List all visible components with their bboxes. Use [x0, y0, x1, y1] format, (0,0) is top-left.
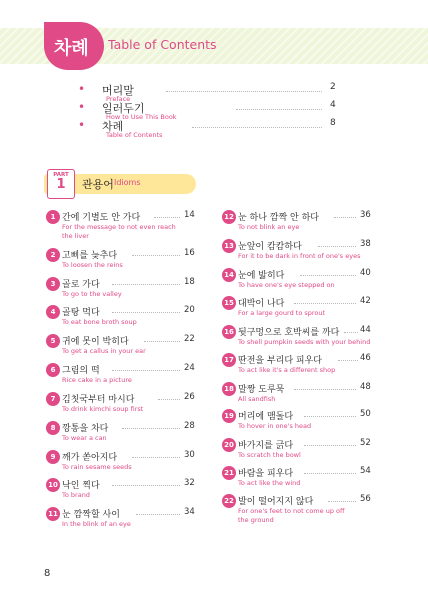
dot-leader: [318, 246, 356, 247]
entry-title-english: To wear a can: [62, 434, 107, 442]
entry-title-korean: 간에 기별도 안 가다: [62, 213, 141, 223]
page-number: 32: [184, 478, 195, 488]
entry-number-badge: 5: [46, 334, 60, 348]
entry-title-english: For one's feet to not come up off the ground: [238, 507, 345, 524]
entry-title-english: To rain sesame seeds: [62, 463, 132, 471]
entry-title-english: In the blink of an eye: [62, 520, 131, 528]
entry-number-badge: 7: [46, 392, 60, 406]
entry-title-korean: 눈 깜짝할 사이: [62, 510, 120, 520]
entry-number-badge: 15: [222, 296, 236, 310]
dot-leader: [112, 312, 180, 313]
entry-title-korean: 머리말: [102, 84, 134, 97]
part-label: [47, 169, 75, 199]
entry-number-badge: 18: [222, 382, 236, 396]
dot-leader: [338, 360, 358, 361]
entry-number-badge: 1: [46, 210, 60, 224]
page-number: 42: [360, 296, 371, 306]
page-number: 40: [360, 268, 371, 278]
page-number: 34: [184, 507, 195, 517]
page-number: 26: [184, 392, 195, 402]
entry-number-badge: 20: [222, 438, 236, 452]
page-number: 18: [184, 277, 195, 287]
entry-title-korean: 눈앞이 캄캄하다: [238, 242, 302, 252]
dot-leader: [158, 399, 180, 400]
entry-title-korean: 낙인 찍다: [62, 481, 100, 491]
entry-title-korean: 바가지를 긁다: [238, 441, 294, 451]
entry-title-korean: 바람을 피우다: [238, 469, 294, 479]
entry-title-english: To loosen the reins: [62, 261, 123, 269]
entry-title-english: For a large gourd to sprout: [238, 309, 326, 317]
entry-title-english: For the message to not even reach the liver: [62, 223, 176, 240]
dot-leader: [294, 389, 356, 390]
entry-title-english: To act like it's a different shop: [238, 366, 336, 374]
page-number: 38: [360, 239, 371, 249]
entry-number-badge: 21: [222, 466, 236, 480]
page-number: 50: [360, 409, 371, 419]
entry-title-korean: 발이 떨어지지 않다: [238, 497, 314, 507]
entry-title-english: To brand: [62, 491, 90, 499]
dot-leader: [192, 127, 322, 128]
page-number: 24: [184, 363, 195, 373]
entry-number-badge: 10: [46, 478, 60, 492]
entry-title-korean: 대박이 나다: [238, 299, 285, 309]
entry-title-english: To have one's eye stepped on: [238, 281, 335, 289]
dot-leader: [328, 501, 356, 502]
dot-leader: [136, 514, 180, 515]
entry-number-badge: 19: [222, 409, 236, 423]
entry-title-korean: 골로 가다: [62, 280, 100, 290]
dot-leader: [294, 303, 356, 304]
entry-title-korean: 골탕 먹다: [62, 308, 100, 318]
page-number: 52: [360, 438, 371, 448]
page-number: 56: [360, 494, 371, 504]
dot-leader: [300, 275, 356, 276]
entry-title-korean: 그림의 떡: [62, 366, 100, 376]
entry-title-english: How to Use This Book: [106, 113, 177, 121]
entry-number-badge: 12: [222, 210, 236, 224]
entry-title-english: Rice cake in a picture: [62, 376, 132, 384]
page-number: 48: [360, 382, 371, 392]
page-number: 44: [360, 325, 371, 335]
entry-title-korean: 딴전을 부리다 피우다: [238, 356, 322, 366]
part-word: PART: [53, 172, 69, 178]
toc-entry-preface[interactable]: [78, 82, 336, 103]
dot-leader: [132, 255, 180, 256]
page-number: 2: [330, 82, 336, 92]
entry-title-english: To hover in one's head: [238, 422, 312, 430]
entry-title-korean: 말짱 도루묵: [238, 385, 285, 395]
dot-leader: [166, 91, 322, 92]
entry-number-badge: 11: [46, 507, 60, 521]
toc-entry-table-of-contents[interactable]: [78, 118, 336, 139]
page-number: 16: [184, 248, 195, 258]
bullet-icon: •: [78, 118, 86, 132]
entry-title-english: To shell pumpkin seeds with your behind: [238, 338, 371, 346]
dot-leader: [112, 370, 180, 371]
entry-title-english: To drink kimchi soup first: [62, 405, 144, 413]
entry-title-korean: 눈에 밟히다: [238, 271, 285, 281]
page-number: 36: [360, 210, 371, 220]
entry-title-korean: 김칫국부터 마시다: [62, 395, 135, 405]
page-number: 22: [184, 334, 195, 344]
page-number: 4: [330, 100, 336, 110]
entry-number-badge: 2: [46, 248, 60, 262]
page-number: 30: [184, 450, 195, 460]
dot-leader: [154, 217, 180, 218]
entry-title-korean: 뒷구멍으로 호박씨를 까다: [238, 328, 340, 338]
dot-leader: [344, 332, 358, 333]
part-title-korean: 관용어: [82, 178, 114, 191]
dot-leader: [236, 109, 322, 110]
part-number: 1: [56, 177, 66, 192]
bullet-icon: •: [78, 100, 86, 114]
entry-title-english: Table of Contents: [106, 131, 163, 139]
entry-title-english: All sandfish: [238, 395, 276, 403]
dot-leader: [304, 416, 356, 417]
dot-leader: [334, 217, 356, 218]
page-title-korean: 차례: [54, 38, 89, 59]
entry-number-badge: 8: [46, 421, 60, 435]
bullet-icon: •: [78, 82, 86, 96]
entry-title-english: For it to be dark in front of one's eyes: [238, 252, 361, 260]
dot-leader: [304, 473, 356, 474]
entry-title-korean: 눈 하나 깜짝 안 하다: [238, 213, 319, 223]
dot-leader: [122, 428, 180, 429]
entry-number-badge: 14: [222, 268, 236, 282]
entry-number-badge: 17: [222, 353, 236, 367]
entry-title-english: To scratch the bowl: [238, 451, 301, 459]
dot-leader: [112, 485, 180, 486]
entry-number-badge: 4: [46, 305, 60, 319]
entry-number-badge: 13: [222, 239, 236, 253]
page-number: 14: [184, 210, 195, 220]
part-title-english: Idioms: [114, 178, 141, 187]
entry-title-korean: 깨가 쏟아지다: [62, 453, 118, 463]
entry-title-english: To get a callus in your ear: [62, 347, 146, 355]
page-number: 20: [184, 305, 195, 315]
entry-title-english: To act like the wind: [238, 479, 301, 487]
entry-title-korean: 귀에 못이 박히다: [62, 337, 129, 347]
chapter-header: [0, 28, 428, 64]
footer-page-number: 8: [44, 568, 51, 579]
page-number: 8: [330, 118, 336, 128]
entry-title-english: To go to the valley: [62, 290, 122, 298]
page-number: 28: [184, 421, 195, 431]
entry-title-korean: 고삐를 늦추다: [62, 251, 118, 261]
entry-title-korean: 차례: [102, 120, 124, 133]
entry-title-korean: 깡통을 차다: [62, 424, 109, 434]
page-number: 54: [360, 466, 371, 476]
entry-number-badge: 16: [222, 325, 236, 339]
dot-leader: [132, 457, 180, 458]
page-title-english: Table of Contents: [108, 37, 217, 52]
dot-leader: [112, 284, 180, 285]
entry-number-badge: 9: [46, 450, 60, 464]
dot-leader: [304, 445, 356, 446]
entry-title-english: To eat bone broth soup: [62, 318, 137, 326]
entry-number-badge: 6: [46, 363, 60, 377]
entry-number-badge: 3: [46, 277, 60, 291]
entry-title-korean: 머리에 맴돌다: [238, 412, 294, 422]
page-number: 46: [360, 353, 371, 363]
entry-title-english: To not blink an eye: [238, 223, 300, 231]
entry-number-badge: 22: [222, 494, 236, 508]
toc-entry-how-to-use[interactable]: [78, 100, 336, 121]
entry-title-korean: 일러두기: [102, 102, 145, 115]
dot-leader: [144, 341, 180, 342]
entry-title-english: Preface: [106, 95, 131, 103]
